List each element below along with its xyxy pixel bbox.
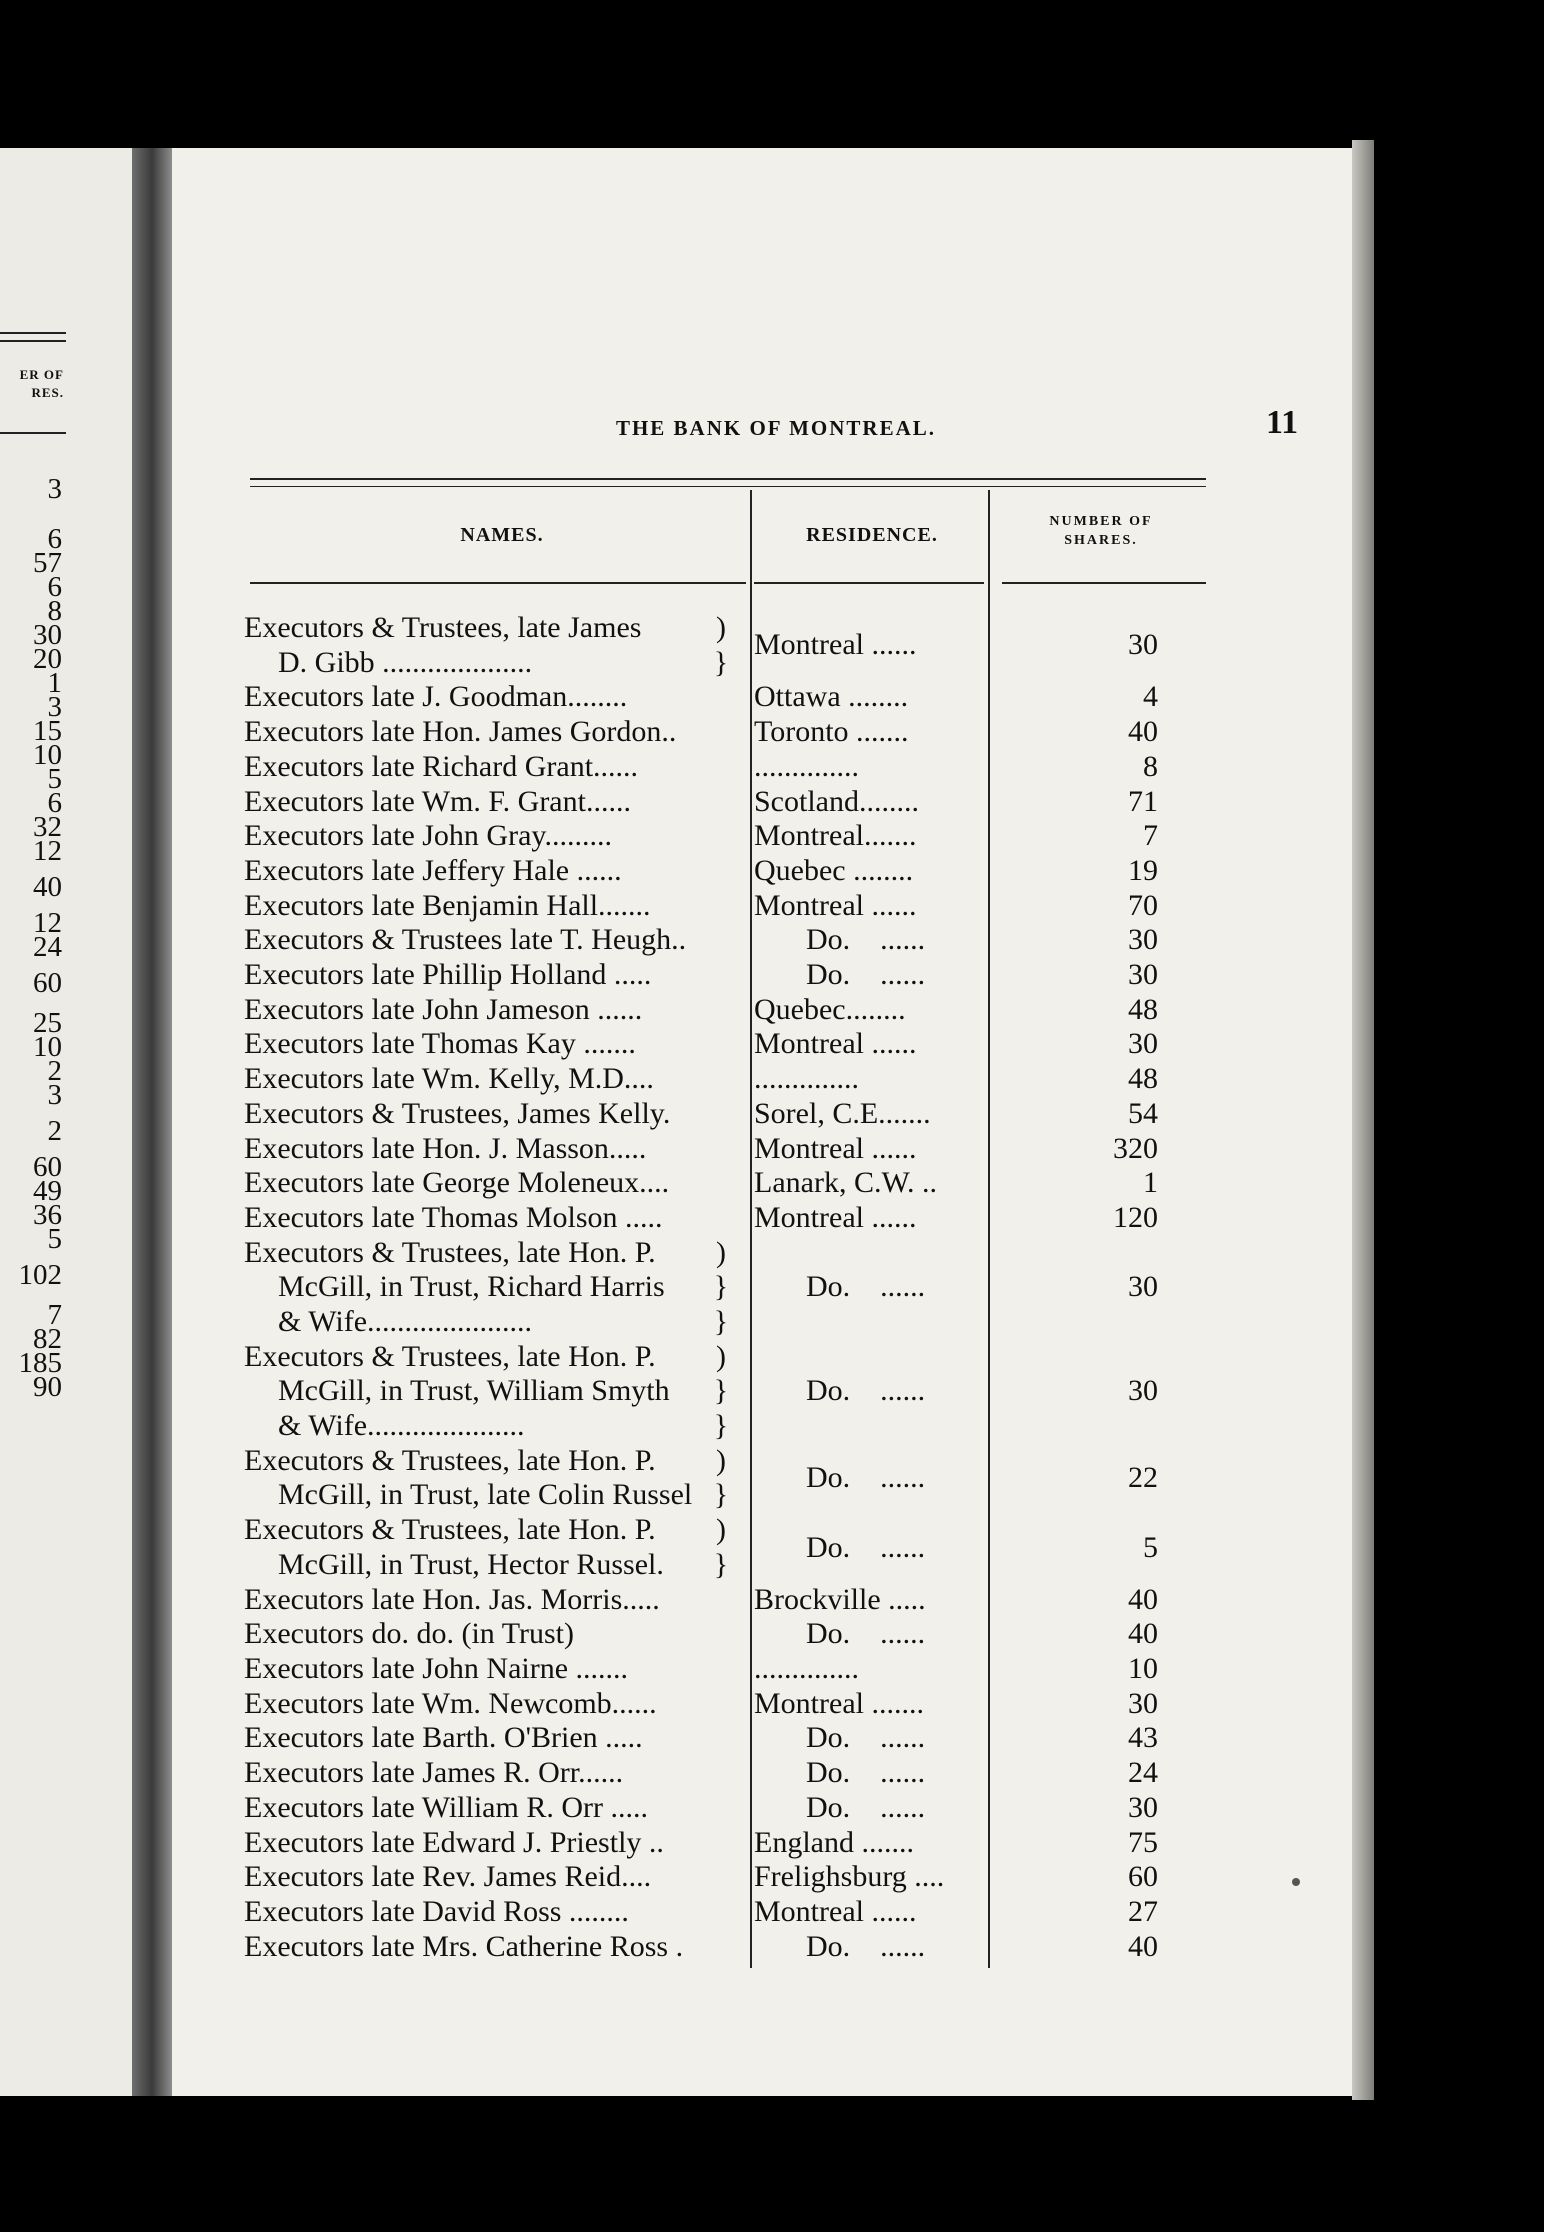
entry-residence: [754, 1720, 990, 1755]
table-row: [172, 749, 1352, 784]
residence-header-rule: [754, 582, 984, 584]
left-page-number: 2: [47, 1115, 62, 1147]
table-row: [172, 1616, 1352, 1651]
entry-shares: 19: [1128, 853, 1158, 887]
left-page-number: 5: [47, 1223, 62, 1255]
table-row: [172, 1894, 1352, 1929]
entry-shares: 54: [1128, 1096, 1158, 1130]
entry-name: Executors late J. Goodman........: [244, 680, 628, 714]
table-row: [172, 1825, 1352, 1860]
entry-residence: [754, 749, 990, 784]
residence-text: Scotland........: [754, 784, 919, 818]
entry-shares: 1: [1143, 1166, 1158, 1200]
residence-text: Do.: [806, 1270, 851, 1304]
entry-name: Executors late Barth. O'Brien .....: [244, 1721, 643, 1755]
residence-text: Montreal ......: [754, 1131, 917, 1165]
entry-name: Executors late Richard Grant......: [244, 749, 639, 783]
entry-name: Executors late David Ross ........: [244, 1894, 629, 1928]
entry-residence: [754, 627, 990, 662]
entry-residence: [754, 1200, 990, 1235]
table-row: [172, 1165, 1352, 1200]
page: [172, 148, 1352, 2096]
entry-name: Executors & Trustees, late Hon. P.: [244, 1443, 656, 1477]
left-page-number: 7: [47, 1299, 62, 1331]
entry-shares: 30: [1128, 1374, 1158, 1408]
residence-text: ..............: [754, 1062, 859, 1096]
entry-name-continuation: & Wife.....................: [278, 1409, 525, 1443]
entry-name-continuation: McGill, in Trust, William Smyth: [278, 1374, 670, 1408]
left-header-line1: ER OF: [19, 367, 64, 382]
entry-residence: [754, 1825, 990, 1860]
entry-residence: [754, 1096, 990, 1131]
brace-mark: }: [713, 1374, 729, 1408]
left-page-number: 6: [47, 787, 62, 819]
entry-name-continuation: McGill, in Trust, late Colin Russel: [278, 1478, 693, 1512]
entry-shares: 30: [1128, 1790, 1158, 1824]
brace-mark: ): [716, 1443, 726, 1477]
entry-name: Executors & Trustees, late Hon. P.: [244, 1513, 656, 1547]
entry-name-continuation: McGill, in Trust, Richard Harris: [278, 1270, 665, 1304]
entry-name: Executors & Trustees late T. Heugh..: [244, 923, 687, 957]
entry-residence: [754, 922, 990, 957]
table-row: [172, 1200, 1352, 1235]
previous-page-fragment: [0, 148, 132, 2096]
brace-mark: ): [716, 1235, 726, 1269]
column-header-shares: [996, 512, 1206, 550]
ditto-leader-dots: ......: [880, 1790, 926, 1824]
entry-name: Executors late Hon. J. Masson.....: [244, 1131, 647, 1165]
residence-text: Quebec........: [754, 992, 906, 1026]
entry-residence: [754, 1859, 990, 1894]
ditto-leader-dots: ......: [880, 1530, 926, 1564]
residence-text: Do.: [806, 1530, 851, 1564]
ditto-leader-dots: ......: [880, 1270, 926, 1304]
entry-residence: [754, 888, 990, 923]
left-page-number: 3: [47, 691, 62, 723]
entry-name-continuation: & Wife......................: [278, 1304, 533, 1338]
entry-name: Executors & Trustees, late James: [244, 611, 642, 644]
table-row: [172, 1443, 1352, 1512]
entry-name: Executors late Thomas Kay .......: [244, 1027, 636, 1061]
table-top-rule-thin: [250, 486, 1206, 487]
left-page-number: 12: [33, 907, 62, 939]
table-row: [172, 610, 1352, 679]
residence-text: Quebec ........: [754, 853, 914, 887]
residence-text: Lanark, C.W. ..: [754, 1166, 938, 1200]
table-row: [172, 1096, 1352, 1131]
entry-name: Executors late Wm. F. Grant......: [244, 784, 631, 818]
entry-residence: [754, 1269, 990, 1304]
left-page-number: 90: [33, 1371, 62, 1403]
entry-shares: 5: [1143, 1530, 1158, 1564]
shares-header-line2: SHARES.: [1064, 533, 1138, 548]
entry-residence: [754, 1929, 990, 1964]
entry-name: Executors & Trustees, James Kelly.: [244, 1096, 671, 1130]
ditto-leader-dots: ......: [880, 1374, 926, 1408]
ditto-leader-dots: ......: [880, 958, 926, 991]
left-page-number: 32: [33, 811, 62, 843]
residence-text: Frelighsburg ....: [754, 1860, 945, 1894]
entry-residence: [754, 957, 990, 992]
shares-header-rule: [1002, 582, 1206, 584]
entry-name: Executors late William R. Orr .....: [244, 1790, 648, 1824]
book-gutter: [132, 148, 172, 2096]
left-page-number: 60: [33, 1151, 62, 1183]
entry-residence: [754, 1460, 990, 1495]
left-page-number: 10: [33, 739, 62, 771]
ditto-leader-dots: ......: [880, 1756, 926, 1790]
entry-residence: [754, 1582, 990, 1617]
residence-text: Do.: [806, 1374, 851, 1408]
table-row: [172, 1026, 1352, 1061]
left-page-number: 20: [33, 643, 62, 675]
left-rule-top: [0, 332, 66, 334]
entry-residence: [754, 784, 990, 819]
table-row: [172, 957, 1352, 992]
entry-shares: 30: [1128, 923, 1158, 957]
entry-name: Executors late Rev. James Reid....: [244, 1860, 652, 1894]
entry-name: Executors late Hon. James Gordon..: [244, 715, 677, 749]
entry-residence: [754, 1790, 990, 1825]
ditto-leader-dots: ......: [880, 1461, 926, 1495]
ditto-leader-dots: ......: [880, 1721, 926, 1755]
table-row: [172, 1512, 1352, 1581]
entry-residence: [754, 1131, 990, 1166]
names-header-rule: [250, 582, 746, 584]
table-row: [172, 1582, 1352, 1617]
page-number: 11: [1266, 404, 1299, 441]
table-row: [172, 1235, 1352, 1339]
entry-name: Executors late Wm. Kelly, M.D....: [244, 1062, 654, 1096]
brace-mark: }: [713, 1409, 729, 1443]
entry-residence: [754, 1061, 990, 1096]
entry-shares: 22: [1128, 1461, 1158, 1495]
brace-mark: ): [716, 611, 726, 644]
table-row: [172, 679, 1352, 714]
entry-shares: 30: [1128, 958, 1158, 991]
entry-name: Executors late Hon. Jas. Morris.....: [244, 1582, 660, 1616]
entry-name: Executors do. do. (in Trust): [244, 1617, 574, 1651]
residence-text: ..............: [754, 1652, 859, 1685]
brace-mark: }: [713, 1304, 729, 1338]
left-rule-header: [0, 432, 66, 434]
table-row: [172, 1339, 1352, 1443]
entry-shares: 8: [1143, 749, 1158, 783]
left-page-number: 1: [47, 667, 62, 699]
entry-residence: [754, 1686, 990, 1721]
table-row: [172, 714, 1352, 749]
entry-shares: 43: [1128, 1721, 1158, 1755]
residence-text: Do.: [806, 1461, 851, 1495]
running-head: THE BANK OF MONTREAL.: [615, 416, 937, 440]
entry-shares: 40: [1128, 1617, 1158, 1651]
left-page-number: 6: [47, 571, 62, 603]
entry-shares: 7: [1143, 819, 1158, 853]
entry-shares: 30: [1128, 1027, 1158, 1061]
residence-text: Sorel, C.E.......: [754, 1096, 931, 1130]
entry-shares: 4: [1143, 680, 1158, 714]
left-page-number: 185: [18, 1347, 62, 1379]
left-page-number: 3: [47, 1079, 62, 1111]
column-header-residence: RESIDENCE.: [806, 524, 938, 546]
entry-shares: 40: [1128, 715, 1158, 749]
entry-residence: [754, 1373, 990, 1408]
entry-name: Executors late John Jameson ......: [244, 992, 643, 1026]
entry-residence: [754, 1755, 990, 1790]
entry-residence: [754, 1894, 990, 1929]
entry-name: Executors late Mrs. Catherine Ross .: [244, 1929, 684, 1963]
entry-name: Executors late John Nairne .......: [244, 1652, 629, 1685]
residence-text: Montreal ......: [754, 1027, 917, 1061]
residence-text: Montreal.......: [754, 819, 917, 853]
brace-mark: ): [716, 1513, 726, 1547]
table-row: [172, 1061, 1352, 1096]
ditto-leader-dots: ......: [880, 923, 926, 957]
residence-text: Do.: [806, 1929, 851, 1963]
table-row: [172, 1929, 1352, 1964]
entry-shares: 27: [1128, 1894, 1158, 1928]
shares-header-line1: NUMBER OF: [1049, 514, 1153, 529]
left-page-number: 25: [33, 1007, 62, 1039]
left-page-number: 3: [47, 473, 62, 505]
table-row: [172, 1859, 1352, 1894]
entry-residence: [754, 992, 990, 1027]
brace-mark: }: [713, 1270, 729, 1304]
residence-text: Brockville .....: [754, 1582, 926, 1616]
residence-text: Toronto .......: [754, 715, 909, 749]
table-row: [172, 1790, 1352, 1825]
left-page-number: 10: [33, 1031, 62, 1063]
entry-name: Executors late Wm. Newcomb......: [244, 1686, 657, 1720]
entry-shares: 75: [1128, 1825, 1158, 1859]
entry-residence: [754, 1165, 990, 1200]
residence-text: Do.: [806, 1790, 851, 1824]
residence-text: Montreal ......: [754, 888, 917, 922]
table-row: [172, 818, 1352, 853]
left-page-number: 30: [33, 619, 62, 651]
residence-text: Montreal .......: [754, 1686, 924, 1720]
left-page-number: 40: [33, 871, 62, 903]
entry-shares: 48: [1128, 992, 1158, 1026]
left-page-number: 6: [47, 523, 62, 555]
entry-shares: 40: [1128, 1582, 1158, 1616]
entry-residence: [754, 853, 990, 888]
residence-text: Do.: [806, 1756, 851, 1790]
entry-residence: [754, 818, 990, 853]
entry-residence: [754, 1530, 990, 1565]
residence-text: Montreal ......: [754, 1200, 917, 1234]
left-page-number: 2: [47, 1055, 62, 1087]
entry-name: Executors late James R. Orr......: [244, 1756, 624, 1790]
left-header-line2: RES.: [31, 385, 64, 400]
entry-shares: 30: [1128, 628, 1158, 662]
entry-shares: 24: [1128, 1756, 1158, 1790]
residence-text: Do.: [806, 958, 851, 991]
left-rule-top2: [0, 340, 66, 342]
entry-residence: [754, 1651, 990, 1686]
table-row: [172, 1651, 1352, 1686]
entry-shares: 40: [1128, 1929, 1158, 1963]
table-row: [172, 1131, 1352, 1166]
brace-mark: }: [713, 1478, 729, 1512]
entry-name: Executors & Trustees, late Hon. P.: [244, 1235, 656, 1269]
entry-shares: 48: [1128, 1062, 1158, 1096]
left-page-number: 60: [33, 967, 62, 999]
table-row: [172, 784, 1352, 819]
left-page-number: 82: [33, 1323, 62, 1355]
entry-shares: 60: [1128, 1860, 1158, 1894]
left-column-header: [0, 366, 64, 402]
entry-shares: 120: [1113, 1200, 1158, 1234]
residence-text: Montreal ......: [754, 628, 917, 662]
table-top-rule: [250, 478, 1206, 480]
brace-mark: ): [716, 1339, 726, 1373]
residence-text: Do.: [806, 923, 851, 957]
entry-name-continuation: D. Gibb ....................: [278, 645, 533, 679]
entry-residence: [754, 1026, 990, 1061]
left-page-number: 15: [33, 715, 62, 747]
table-row: [172, 853, 1352, 888]
ditto-leader-dots: ......: [880, 1929, 926, 1963]
table-row: [172, 1686, 1352, 1721]
table-row: [172, 1755, 1352, 1790]
left-page-number: 49: [33, 1175, 62, 1207]
ink-speck: [1292, 1878, 1300, 1886]
left-page-number: 12: [33, 835, 62, 867]
table-row: [172, 888, 1352, 923]
entry-name: Executors late George Moleneux....: [244, 1166, 670, 1200]
entry-residence: [754, 714, 990, 749]
left-page-number: 102: [18, 1259, 62, 1291]
residence-text: Do.: [806, 1721, 851, 1755]
left-page-number: 8: [47, 595, 62, 627]
entry-shares: 71: [1128, 784, 1158, 818]
table-row: [172, 922, 1352, 957]
residence-text: England .......: [754, 1825, 914, 1859]
entry-name: Executors & Trustees, late Hon. P.: [244, 1339, 656, 1373]
entry-shares: 30: [1128, 1686, 1158, 1720]
entry-shares: 320: [1113, 1131, 1158, 1165]
residence-text: Ottawa ........: [754, 680, 909, 714]
residence-text: Montreal ......: [754, 1894, 917, 1928]
entry-residence: [754, 679, 990, 714]
entry-name: Executors late John Gray.........: [244, 819, 612, 853]
left-page-number: 5: [47, 763, 62, 795]
table-row: [172, 992, 1352, 1027]
residence-text: Do.: [806, 1617, 851, 1651]
entry-name-continuation: McGill, in Trust, Hector Russel.: [278, 1547, 664, 1581]
entry-name: Executors late Phillip Holland .....: [244, 958, 652, 991]
page-edge: [1352, 140, 1374, 2100]
left-page-number: 57: [33, 547, 62, 579]
column-header-names: NAMES.: [460, 524, 544, 546]
brace-mark: }: [713, 645, 729, 679]
entry-shares: 30: [1128, 1270, 1158, 1304]
entry-name: Executors late Thomas Molson .....: [244, 1200, 663, 1234]
brace-mark: }: [713, 1547, 729, 1581]
entry-residence: [754, 1616, 990, 1651]
entry-name: Executors late Jeffery Hale ......: [244, 853, 622, 887]
ditto-leader-dots: ......: [880, 1617, 926, 1651]
entry-name: Executors late Edward J. Priestly ..: [244, 1825, 664, 1859]
residence-text: ..............: [754, 749, 859, 783]
left-page-number: 24: [33, 931, 62, 963]
entry-shares: 10: [1128, 1652, 1158, 1685]
table-row: [172, 1720, 1352, 1755]
left-page-number: 36: [33, 1199, 62, 1231]
entry-shares: 70: [1128, 888, 1158, 922]
entry-name: Executors late Benjamin Hall.......: [244, 888, 651, 922]
